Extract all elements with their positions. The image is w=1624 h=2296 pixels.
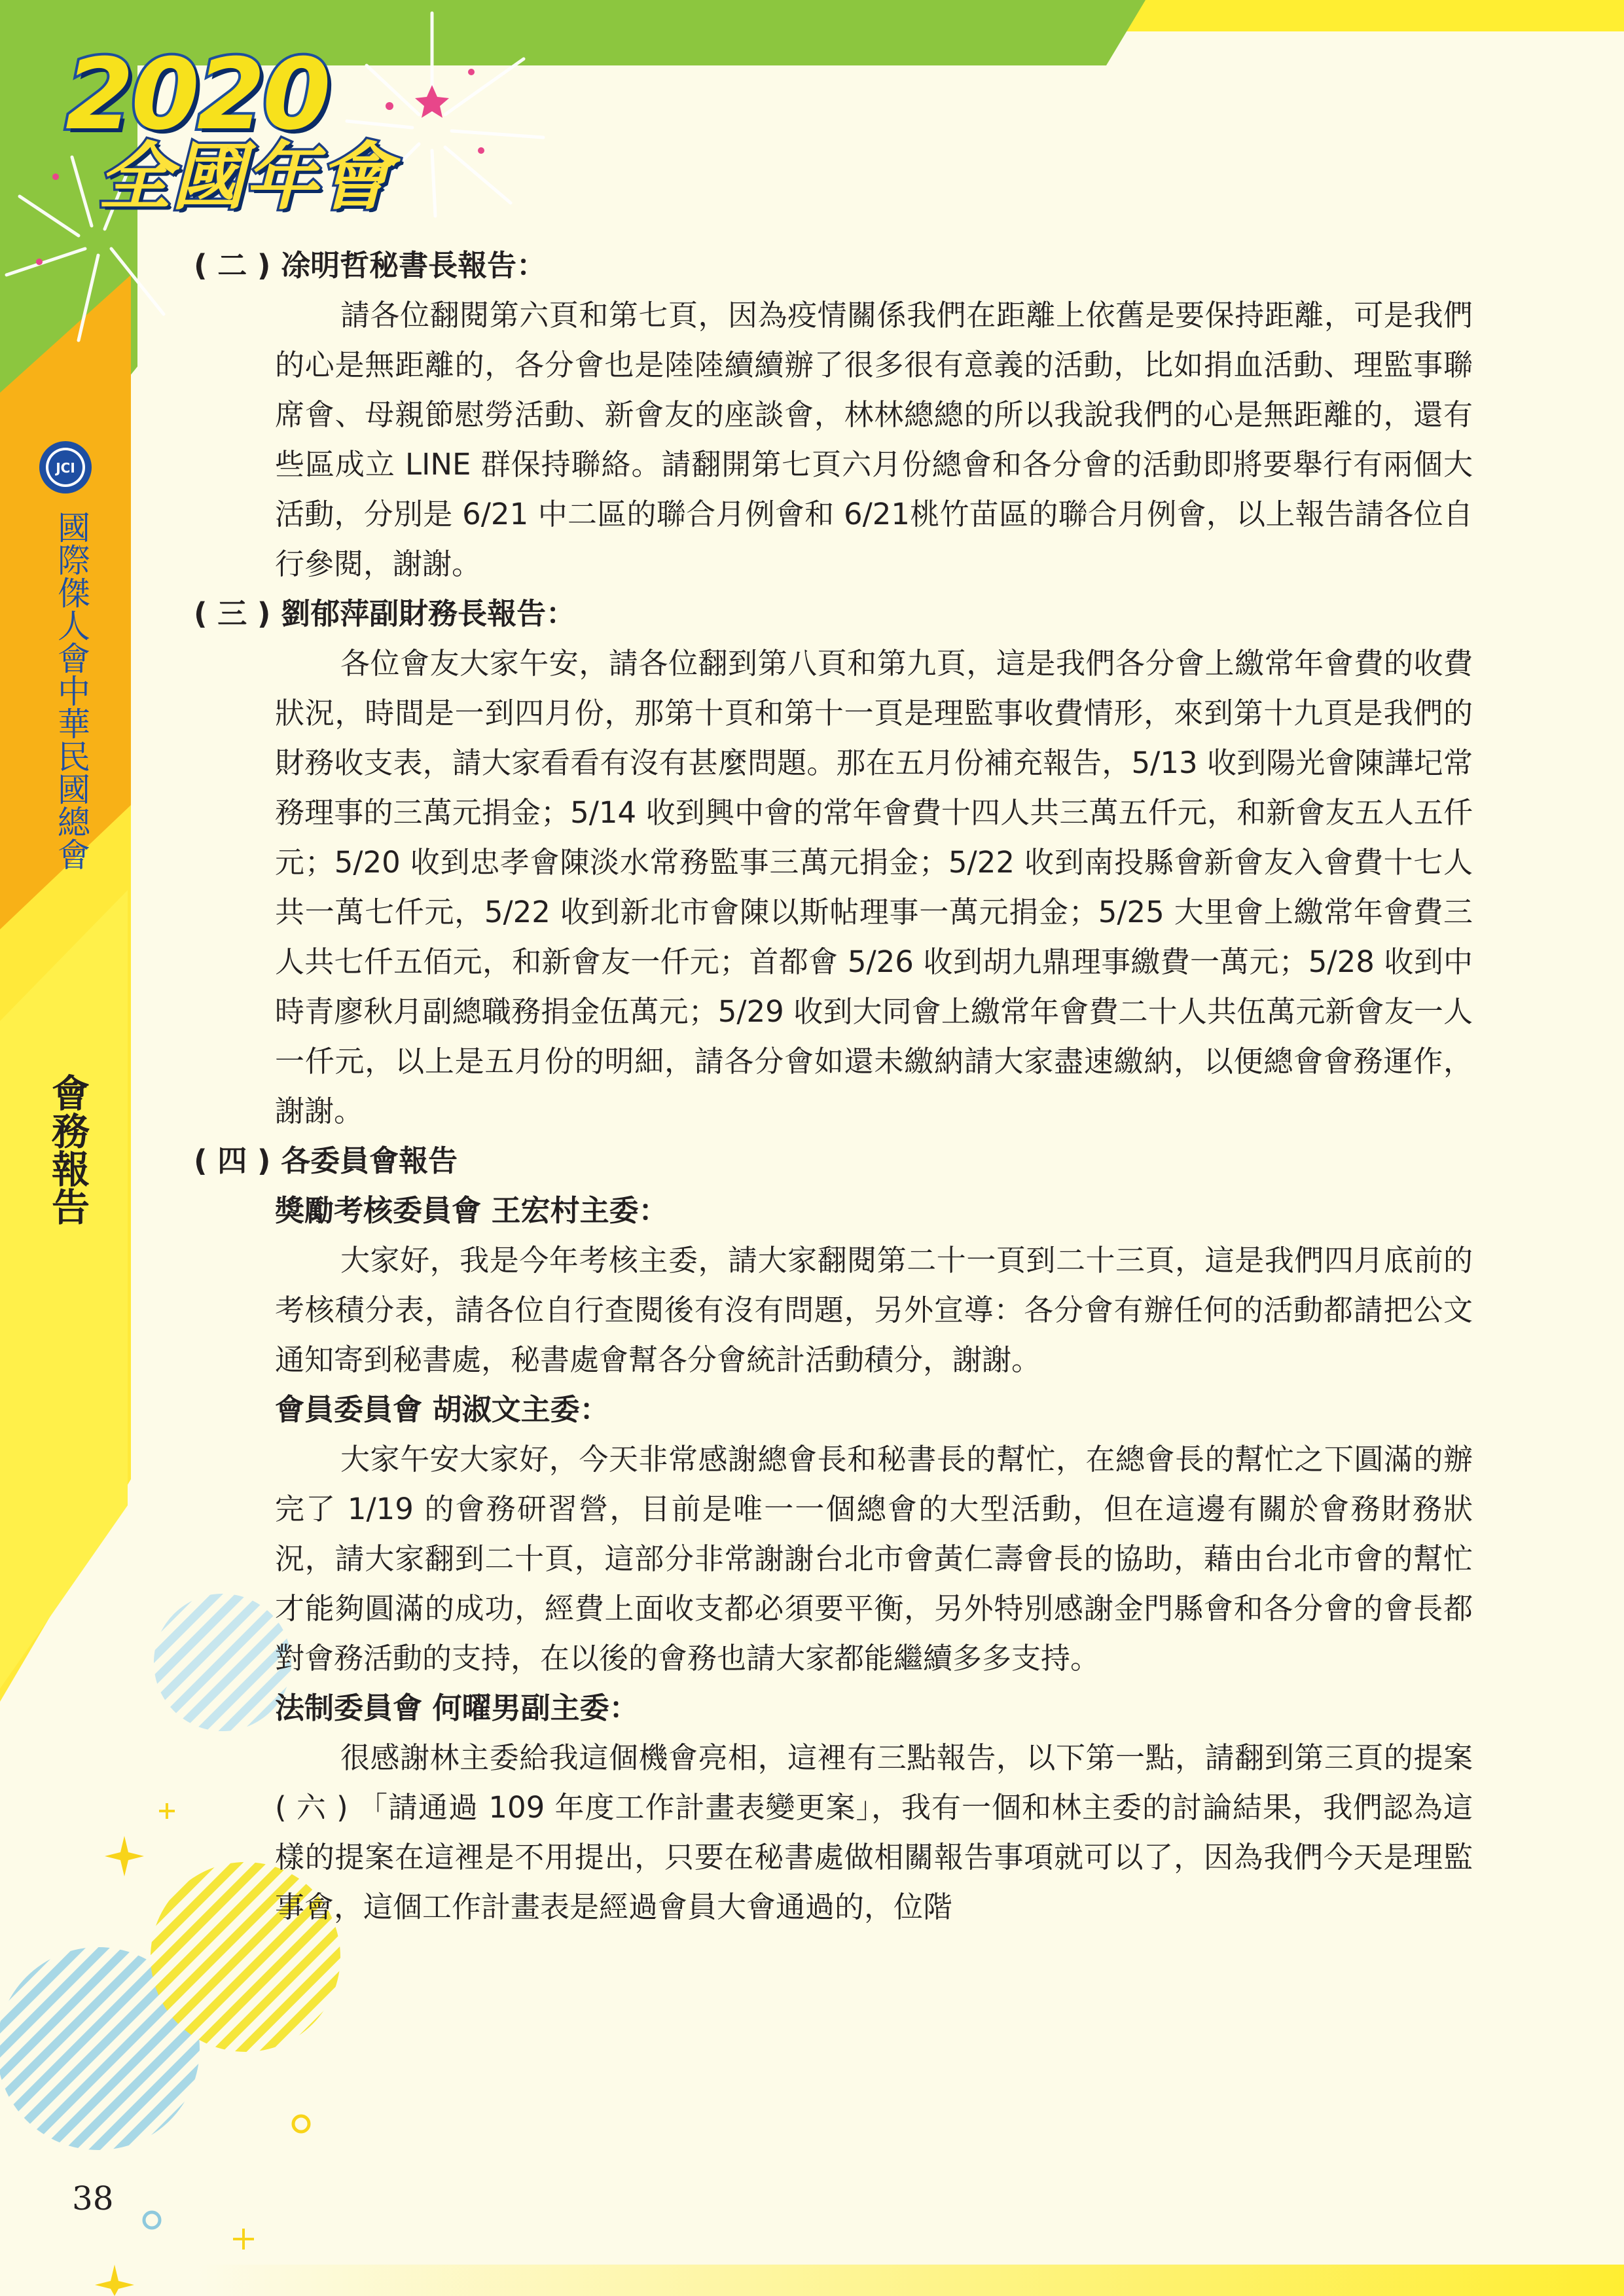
committee-heading-awards: 獎勵考核委員會 王宏村主委： [275, 1193, 668, 1228]
committee-heading-legal: 法制委員會 何曜男副主委： [275, 1691, 639, 1725]
logo-event-title: 全國年會 [98, 135, 391, 220]
section-heading-secretary-general: ( 二 ) 凃明哲秘書長報告： [194, 248, 547, 283]
section-heading-finance: ( 三 ) 劉郁萍副財務長報告： [194, 596, 576, 631]
emblem-text: JCI [56, 460, 75, 476]
section-body-finance: 各位會友大家午安，請各位翻到第八頁和第九頁，這是我們各分會上繳常年會費的收費狀況，時間是一到四月份，那第十頁和第十一頁是理監事收費情形，來到第十九頁是我們的財務收支表，請大家看看有沒有甚麼問題。那在五月份補充報告，5/13 收到陽光會陳譁圮常務理事的三萬元捐金；5/14 收到興中會的常年會費十四人共三萬五仟元，和新會友五人五仟元；5/20 收到忠孝會陳淡水常務監事三萬元捐金；5/22 收到南投縣會新會友入會費十七人共一萬七仟元，5/22 收到新北市會陳以斯帖理事一萬元捐金；5/25 大里會上繳常年會費三人共七仟五佰元，和新會友一仟元；首都會 5/26 收到胡九鼎理事繳費一萬元；5/28 收到中時青廖秋月副總職務捐金伍萬元；5/29 收到大同會上繳常年會費二十人共伍萬元新會友一人一仟元，以上是五月份的明細，請各分會如還未繳納請大家盡速繳納，以便總會會務運作，謝謝。 [275, 646, 1473, 1128]
section-label-vertical: 會務報告 [45, 1073, 90, 1225]
committee-body-membership: 大家午安大家好，今天非常感謝總會長和秘書長的幫忙，在總會長的幫忙之下圓滿的辦完了 1/19 的會務研習營，目前是唯一一個總會的大型活動，但在這邊有關於會務財務狀況，請大家翻到二十頁，這部分非常謝謝台北市會黃仁壽會長的協助，藉由台北市會的幫忙才能夠圓滿的成功，經費上面收支都必須要平衡，另外特別感謝金門縣會和各分會的會長都對會務活動的支持，在以後的會務也請大家都能繼續多多支持。 [275, 1442, 1473, 1676]
page-number: 38 [72, 2179, 114, 2217]
committee-heading-membership: 會員委員會 胡淑文主委： [275, 1392, 609, 1427]
report-content [190, 241, 1473, 1932]
organization-name-vertical: 國際傑人會中華民國總會 [52, 511, 90, 870]
committee-body-legal: 很感謝林主委給我這個機會亮相，這裡有三點報告，以下第一點，請翻到第三頁的提案 ( 六 ) 「請通過 109 年度工作計畫表變更案」，我有一個和林主委的討論結果，我們認為這樣的提案在這裡是不用提出，只要在秘書處做相關報告事項就可以了，因為我們今天是理監事會，這個工作計畫表是經過會員大會通過的，位階 [275, 1740, 1473, 1924]
logo-year: 2020 [65, 38, 329, 152]
committee-body-awards: 大家好，我是今年考核主委，請大家翻閱第二十一頁到二十三頁，這是我們四月底前的考核積分表，請各位自行查閱後有沒有問題，另外宣導：各分會有辦任何的活動都請把公文通知寄到秘書處，秘書處會幫各分會統計活動積分，謝謝。 [275, 1243, 1473, 1377]
section-body-secretary-general: 請各位翻閱第六頁和第七頁，因為疫情關係我們在距離上依舊是要保持距離，可是我們的心是無距離的，各分會也是陸陸續續辦了很多很有意義的活動，比如捐血活動、理監事聯席會、母親節慰勞活動、新會友的座談會，林林總總的所以我說我們的心是無距離的，還有些區成立 LINE 群保持聯絡。請翻開第七頁六月份總會和各分會的活動即將要舉行有兩個大活動，分別是 6/21 中二區的聯合月例會和 6/21桃竹苗區的聯合月例會，以上報告請各位自行參閱，謝謝。 [275, 298, 1473, 581]
organization-emblem-icon [38, 440, 93, 495]
section-heading-committees: ( 四 ) 各委員會報告 [194, 1143, 458, 1178]
